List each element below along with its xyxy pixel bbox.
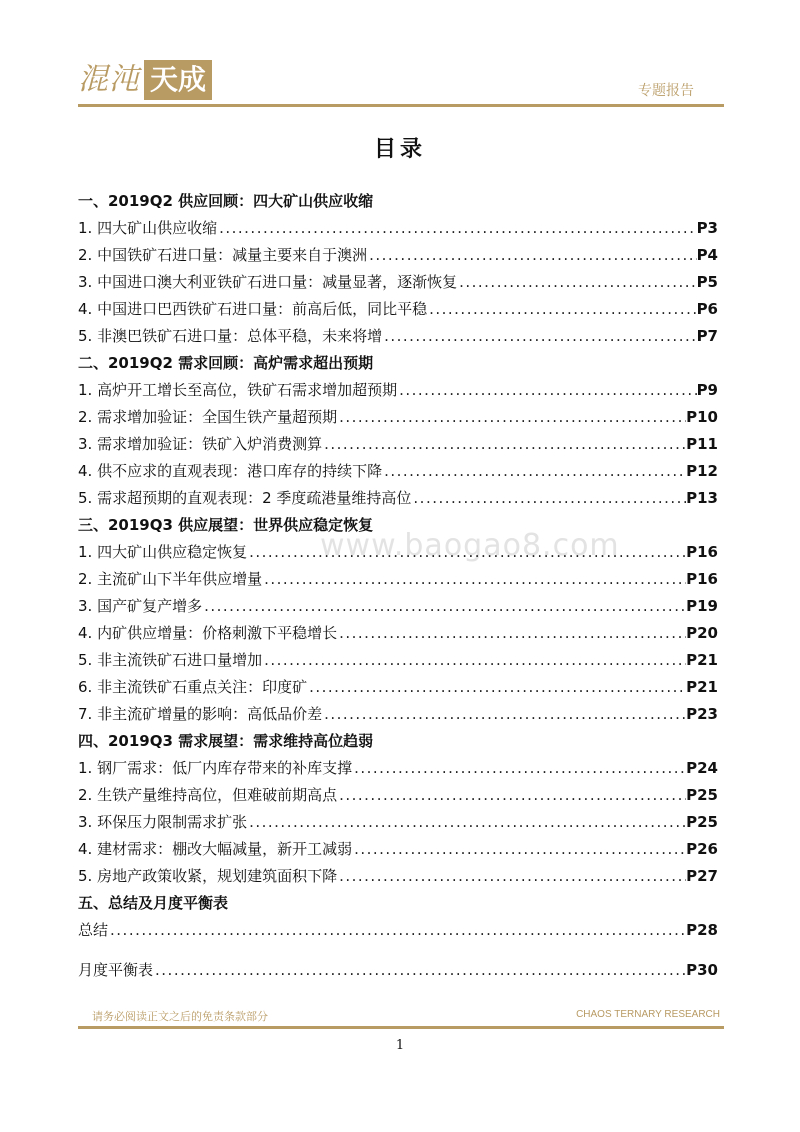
toc-leader-dots [367,246,696,264]
toc-entry-label: 总结 [78,921,109,939]
toc-leader-dots [247,543,686,561]
toc-entry[interactable] [78,325,718,352]
toc-entry-page: P9 [696,381,718,399]
toc-entry-label: 4. 建材需求：棚改大幅减量，新开工减弱 [78,840,353,858]
toc-leader-dots [247,813,686,831]
footer-disclaimer: 请务必阅读正文之后的免责条款部分 [92,1010,268,1023]
toc-entry-page: P23 [686,705,718,723]
toc-entry[interactable] [78,838,718,865]
toc-entry-page: P4 [696,246,718,264]
toc-leader-dots [217,219,696,237]
toc-entry-label: 2. 中国铁矿石进口量：减量主要来自于澳洲 [78,246,368,264]
toc-leader-dots [337,867,686,885]
toc-entry-label: 4. 内矿供应增量：价格刺激下平稳增长 [78,624,338,642]
toc-leader-dots [322,705,686,723]
toc-entry[interactable] [78,298,718,325]
toc-entry-page: P26 [686,840,718,858]
toc-leader-dots [337,624,686,642]
toc-entry-page: P20 [686,624,718,642]
toc-entry-label: 一、2019Q2 供应回顾：四大矿山供应收缩 [78,192,374,210]
toc-entry-page: P25 [686,786,718,804]
toc-entry-page: P6 [696,300,718,318]
toc-entry-page: P21 [686,651,718,669]
toc-entry-label: 4. 中国进口巴西铁矿石进口量：前高后低，同比平稳 [78,300,428,318]
toc-section-heading[interactable] [78,892,718,919]
toc-entry-label: 7. 非主流矿增量的影响：高低品价差 [78,705,323,723]
toc-entry[interactable] [78,487,718,514]
toc-entry-page: P28 [686,921,718,939]
toc-entry[interactable] [78,568,718,595]
toc-entry-page: P12 [686,462,718,480]
footer-divider [78,1026,724,1029]
toc-entry[interactable] [78,919,718,959]
toc-entry-label: 3. 需求增加验证：铁矿入炉消费测算 [78,435,323,453]
toc-entry[interactable] [78,541,718,568]
toc-entry[interactable] [78,784,718,811]
toc-entry-page: P7 [696,327,718,345]
toc-leader-dots [307,678,686,696]
toc-entry-page: P27 [686,867,718,885]
toc-leader-dots [411,489,686,507]
toc-entry[interactable] [78,244,718,271]
toc-entry[interactable] [78,379,718,406]
toc-entry[interactable] [78,406,718,433]
toc-leader-dots [262,651,686,669]
toc-entry-label: 月度平衡表 [78,961,154,979]
toc-entry[interactable] [78,460,718,487]
toc-leader-dots [352,759,686,777]
toc-entry-page: P3 [696,219,718,237]
page-number: 1 [395,1038,405,1053]
toc-leader-dots [202,597,686,615]
toc-entry-label: 6. 非主流铁矿石重点关注：印度矿 [78,678,308,696]
toc-entry-label: 2. 生铁产量维持高位，但难破前期高点 [78,786,338,804]
toc-entry-label: 3. 环保压力限制需求扩张 [78,813,248,831]
toc-entry[interactable] [78,676,718,703]
toc-entry-page: P25 [686,813,718,831]
toc-entry[interactable] [78,649,718,676]
toc-leader-dots [352,840,686,858]
toc-leader-dots [382,462,686,480]
toc-leader-dots [337,786,686,804]
toc-entry-label: 1. 钢厂需求：低厂内库存带来的补库支撑 [78,759,353,777]
toc-entry-label: 1. 四大矿山供应稳定恢复 [78,543,248,561]
toc-entry[interactable] [78,433,718,460]
toc-entry[interactable] [78,757,718,784]
toc-entry-label: 三、2019Q3 供应展望：世界供应稳定恢复 [78,516,374,534]
page-header [78,58,724,108]
toc-entry-label: 5. 房地产政策收紧，规划建筑面积下降 [78,867,338,885]
toc-entry[interactable] [78,595,718,622]
toc-entry-label: 1. 四大矿山供应收缩 [78,219,218,237]
toc-leader-dots [153,961,686,979]
toc-entry[interactable] [78,217,718,244]
toc-entry-label: 4. 供不应求的直观表现：港口库存的持续下降 [78,462,383,480]
toc-leader-dots [262,570,686,588]
toc-section-heading[interactable] [78,730,718,757]
toc-entry[interactable] [78,811,718,838]
toc-entry-label: 四、2019Q3 需求展望：需求维持高位趋弱 [78,732,374,750]
logo-text-left: 混沌 [78,62,140,97]
toc-section-heading[interactable] [78,190,718,217]
toc-leader-dots [382,327,696,345]
toc-entry[interactable] [78,865,718,892]
toc-entry-page: P21 [686,678,718,696]
toc-entry[interactable] [78,271,718,298]
report-type-label: 专题报告 [638,83,694,99]
toc-section-heading[interactable] [78,514,718,541]
footer-brand: CHAOS TERNARY RESEARCH [576,1009,720,1020]
toc-entry[interactable] [78,959,718,999]
toc-entry[interactable] [78,703,718,730]
toc-leader-dots [322,435,686,453]
logo-text-right: 天成 [144,60,212,100]
table-of-contents [78,190,718,999]
toc-entry-page: P16 [686,543,718,561]
toc-entry-page: P30 [686,961,718,979]
toc-entry-label: 5. 非主流铁矿石进口量增加 [78,651,263,669]
toc-leader-dots [337,408,686,426]
toc-entry-label: 2. 需求增加验证：全国生铁产量超预期 [78,408,338,426]
toc-leader-dots [397,381,696,399]
toc-entry-page: P13 [686,489,718,507]
toc-entry-page: P24 [686,759,718,777]
toc-entry-page: P5 [696,273,718,291]
toc-leader-dots [427,300,696,318]
toc-leader-dots [108,921,686,939]
header-divider [78,104,724,107]
toc-entry-page: P10 [686,408,718,426]
toc-section-heading[interactable] [78,352,718,379]
toc-entry-page: P19 [686,597,718,615]
toc-leader-dots [457,273,696,291]
toc-entry-label: 5. 非澳巴铁矿石进口量：总体平稳，未来将增 [78,327,383,345]
toc-entry-label: 五、总结及月度平衡表 [78,894,229,912]
toc-entry-label: 3. 中国进口澳大利亚铁矿石进口量：减量显著，逐渐恢复 [78,273,458,291]
toc-entry-page: P16 [686,570,718,588]
toc-title: 目录 [373,137,426,162]
company-logo [78,58,212,102]
toc-entry-label: 二、2019Q2 需求回顾：高炉需求超出预期 [78,354,374,372]
toc-entry-label: 1. 高炉开工增长至高位，铁矿石需求增加超预期 [78,381,398,399]
watermark: www.baogao8.com [320,528,620,563]
toc-entry-page: P11 [686,435,718,453]
toc-entry-label: 5. 需求超预期的直观表现：2 季度疏港量维持高位 [78,489,412,507]
toc-entry[interactable] [78,622,718,649]
toc-entry-label: 3. 国产矿复产增多 [78,597,203,615]
toc-entry-label: 2. 主流矿山下半年供应增量 [78,570,263,588]
